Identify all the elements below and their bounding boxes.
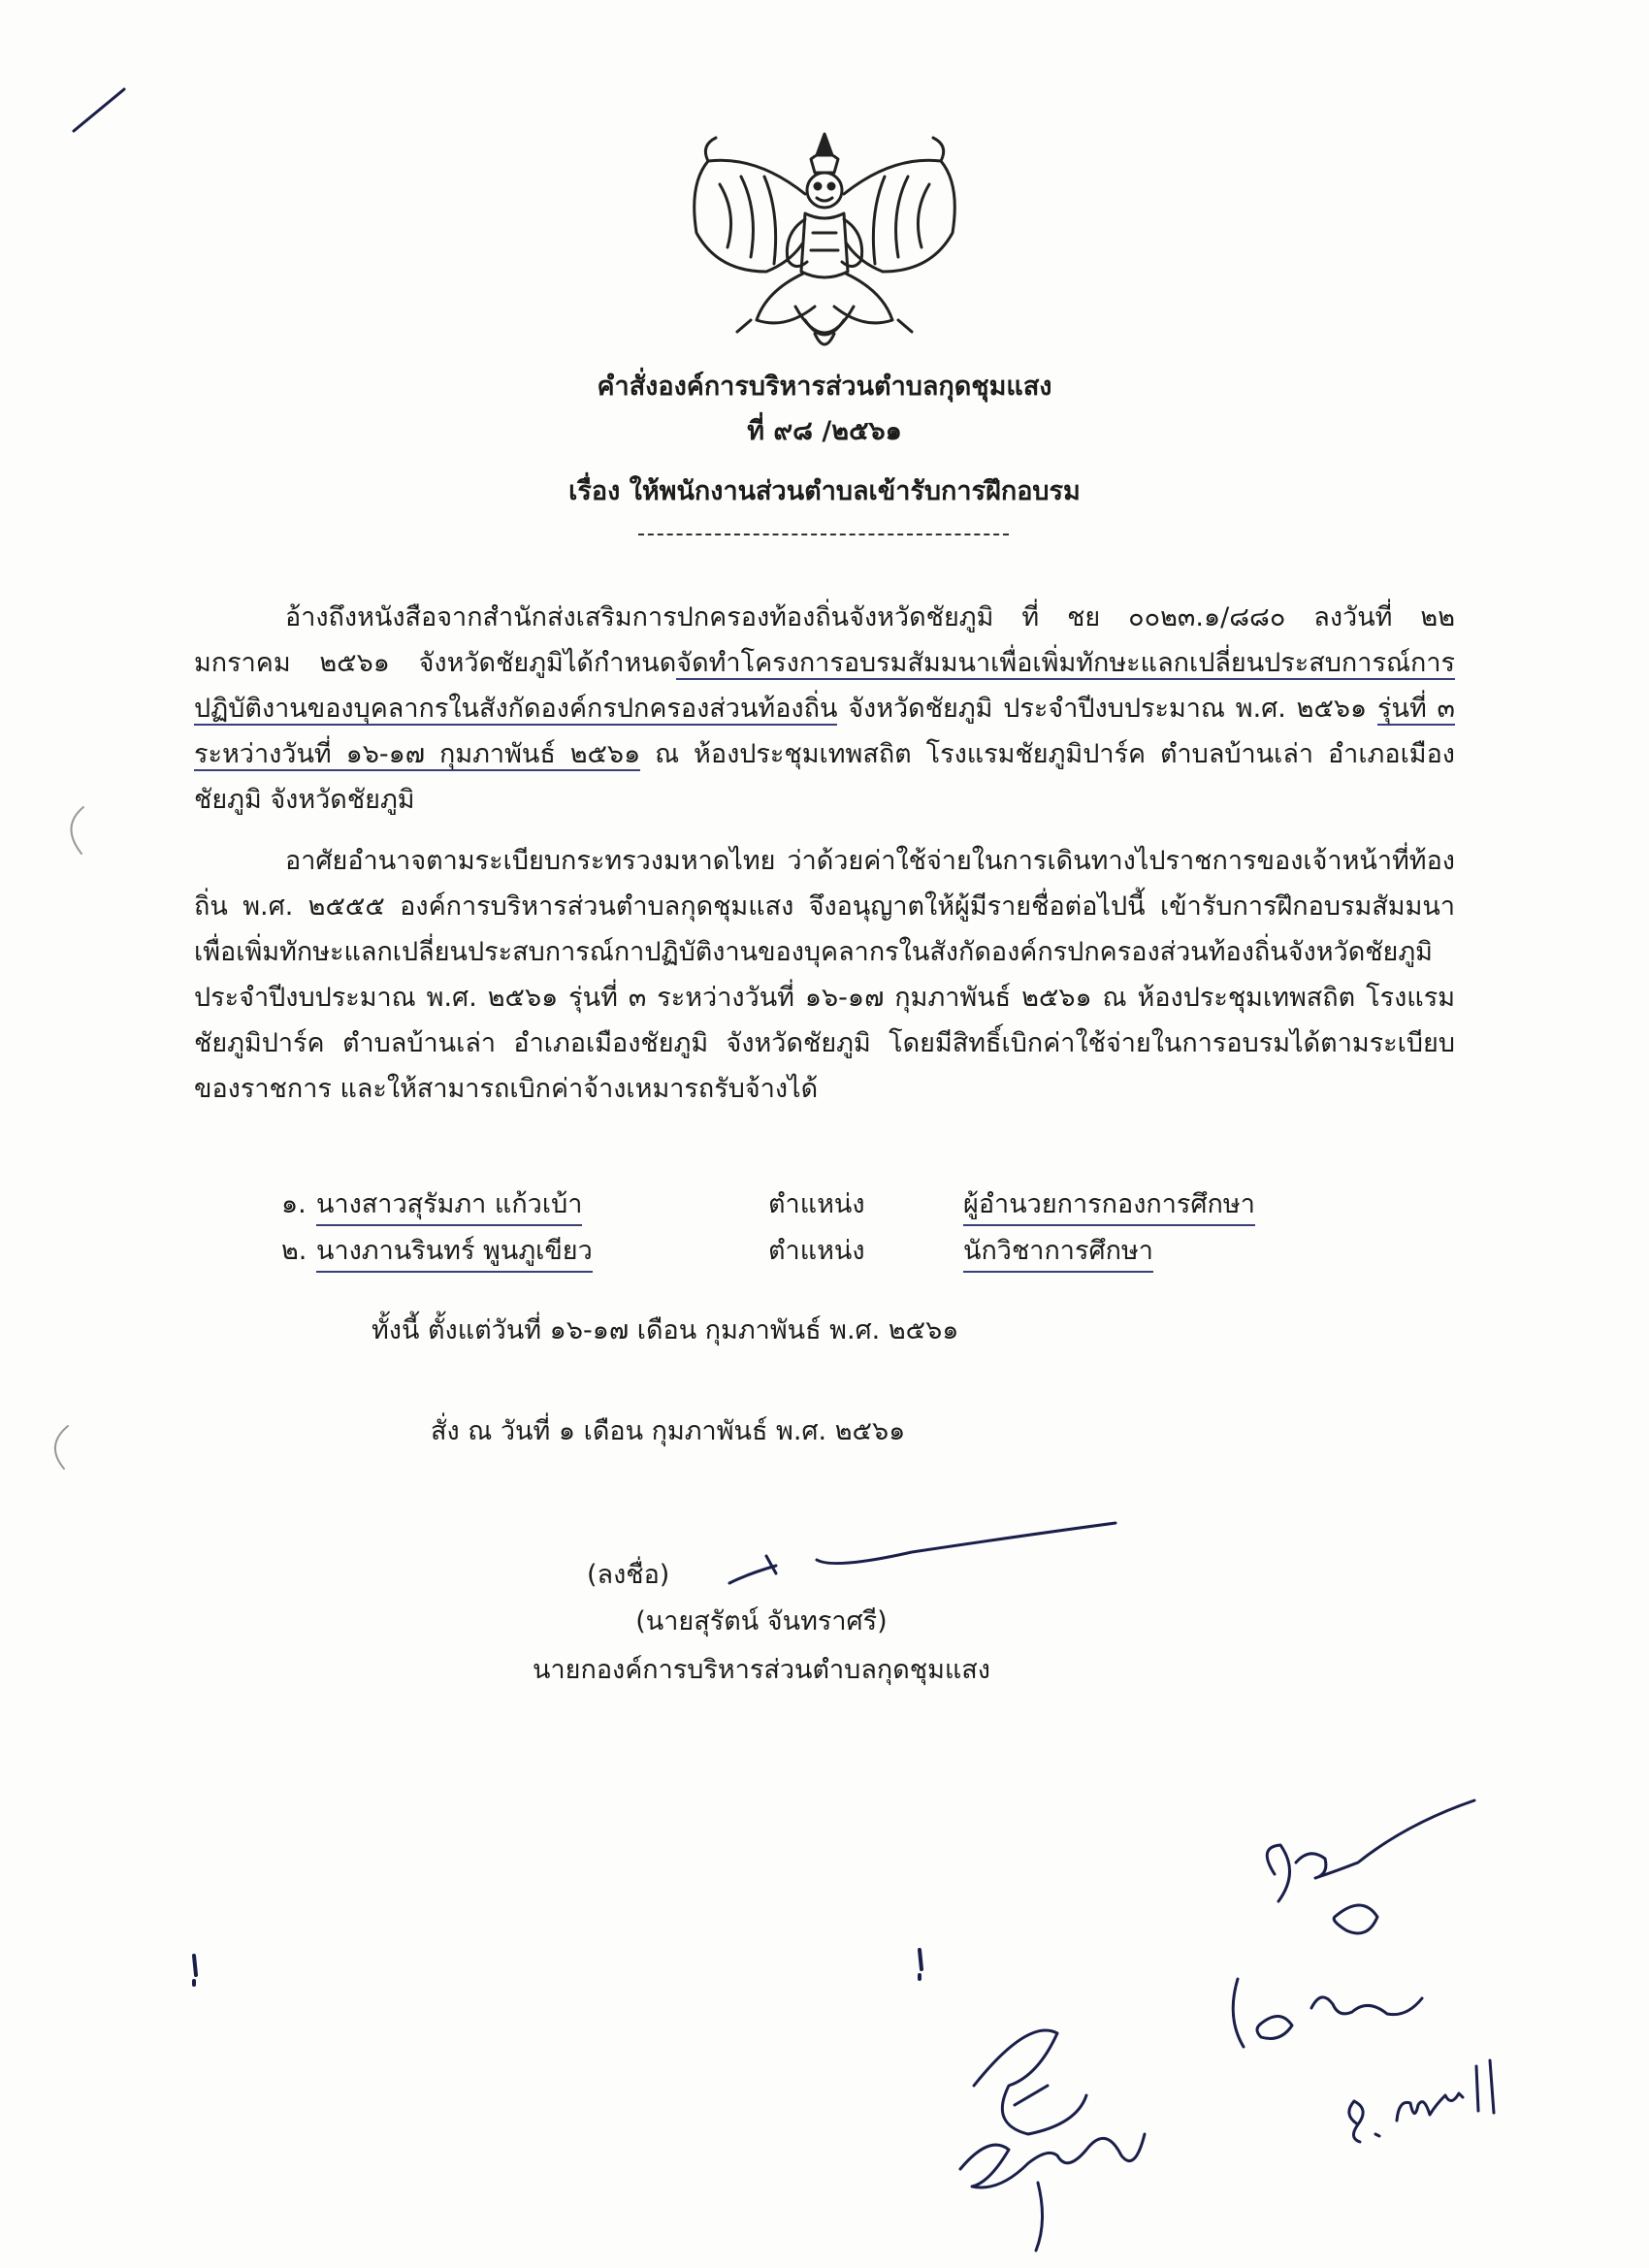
initial-scribble [1334,1905,1377,1933]
attendee-position-label: ตำแหน่ง [768,1189,865,1219]
attendee-position: ผู้อำนวยการกองการศึกษา [963,1185,1255,1226]
para1-text-a: อ้างถึงหนังสือจากสำนักส่งเสริมการปกครองท้องถิ่นจังหวัดชัยภูมิ ที่ ชย ๐๐๒๓.๑/๘๘๐ ลงวันที่ ๒๒ มกราคม ๒๕๖๑ จังหวัดชัยภูมิได้กำหนด [194,602,1455,678]
order-subject: เรื่อง ให้พนักงานส่วนตำบลเข้ารับการฝึกอบรม [568,476,1081,506]
punch-hole-mark [55,1426,68,1469]
order-date: สั่ง ณ วันที่ ๑ เดือน กุมภาพันธ์ พ.ศ. ๒๕๖๑ [431,1416,906,1446]
official-signature [729,1523,1116,1583]
para1-text-e: ณ ห้องประชุมเทพสถิต โรงแรมชัยภูมิปาร์ค ตำบลบ้านเล่า อำเภอเมืองชัยภูมิ จังหวัดชัยภูมิ [194,739,1455,815]
attendee-row-1 [0,1185,1649,1224]
para1-underlined-dates: รุ่นที่ ๓ ระหว่างวันที่ ๑๖-๑๗ กุมภาพันธ์ ๒๕๖๑ [194,694,1456,769]
margin-mark [194,1956,196,1985]
order-title: คำสั่งองค์การบริหารส่วนตำบลกุดชุมแสง [597,372,1052,402]
attendee-no: ๒. [281,1236,307,1266]
attendee-no: ๑. [281,1189,307,1219]
corner-tick-mark [74,89,124,131]
attendee-position: นักวิชาการศึกษา [963,1232,1153,1273]
margin-mark [920,1950,922,1979]
order-number: ที่ ๙๘ /๒๕๖๑ [747,416,902,446]
signer-position: นายกองค์การบริหารส่วนตำบลกุดชุมแสง [533,1655,990,1685]
header-divider [638,534,1009,535]
initial-scribble [1233,1979,1422,2047]
reference-paragraph [194,595,1455,823]
attendee-name: นางสาวสุรัมภา แก้วเบ้า [316,1185,582,1226]
date-annotation [1349,2060,1494,2142]
attendee-row-2 [0,1232,1649,1271]
approval-signature [960,2030,1145,2187]
initial-scribble [1267,1800,1474,1901]
para1-text-c: จังหวัดชัยภูมิ ประจำปีงบประมาณ พ.ศ. ๒๕๖๑ [837,694,1377,724]
para2-text: อาศัยอำนาจตามระเบียบกระทรวงมหาดไทย ว่าด้วยค่าใช้จ่ายในการเดินทางไปราชการของเจ้าหน้าที่ท้องถิ่น พ.ศ. ๒๕๕๕ องค์การบริหารส่วนตำบลกุดชุมแสง จึงอนุญาตให้ผู้มีรายชื่อต่อไปนี้ เข้ารับการฝึกอบรมสัมมนาเพื่อเพิ่มทักษะแลกเปลี่ยนประสบการณ์กาปฏิบัติงานของบุคลากรในสังกัดองค์กรปกครองส่วนท้องถิ่นจังหวัดชัยภูมิ ประจำปีงบประมาณ พ.ศ. ๒๕๖๑ รุ่นที่ ๓ ระหว่างวันที่ ๑๖-๑๗ กุมภาพันธ์ ๒๕๖๑ ณ ห้องประชุมเทพสถิต โรงแรมชัยภูมิปาร์ค ตำบลบ้านเล่า อำเภอเมืองชัยภูมิ จังหวัดชัยภูมิ โดยมีสิทธิ์เบิกค่าใช้จ่ายในการอบรมได้ตามระเบียบของราชการ และให้สามารถเบิกค่าจ้างเหมารถรับจ้างได้ [194,846,1455,1104]
training-period: ทั้งนี้ ตั้งแต่วันที่ ๑๖-๑๗ เดือน กุมภาพันธ์ พ.ศ. ๒๕๖๑ [372,1315,959,1345]
signature-label: (ลงชื่อ) [587,1560,670,1590]
authority-paragraph [194,838,1455,1112]
garuda-emblem-icon [669,126,980,364]
attendee-name: นางภานรินทร์ พูนภูเขียว [316,1232,593,1273]
attendee-position-label: ตำแหน่ง [768,1236,865,1266]
signer-name: (นายสุรัตน์ จันทราศรี) [635,1606,888,1636]
para1-underlined-project: จัดทำโครงการอบรมสัมมนาเพื่อเพิ่มทักษะแลกเปลี่ยนประสบการณ์การปฏิบัติงานของบุคลากรในสังกัดองค์กรปกครองส่วนท้องถิ่น [194,648,1455,724]
punch-hole-mark [71,807,83,854]
